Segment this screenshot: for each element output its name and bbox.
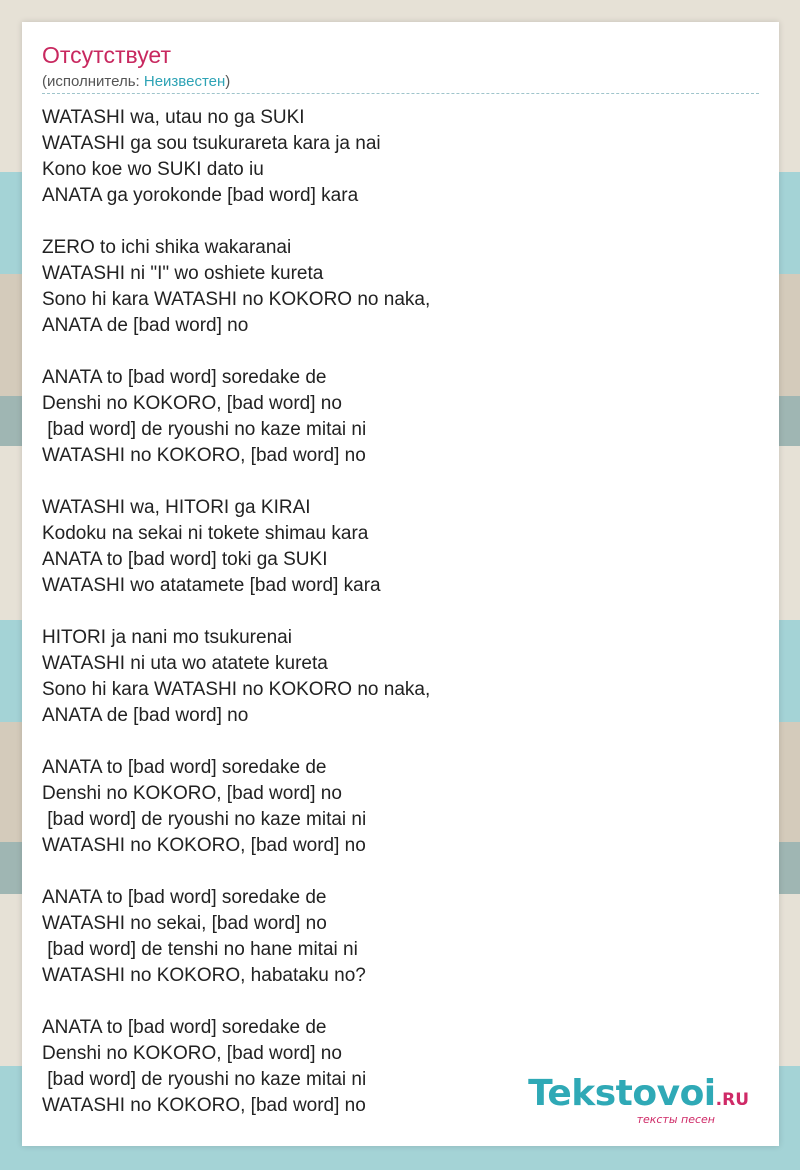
lyrics-blank-line (42, 469, 430, 495)
logo-name: Tekstovoi (528, 1073, 716, 1114)
lyrics-line: [bad word] de tenshi no hane mitai ni (42, 939, 358, 960)
lyrics-line: ANATA to [bad word] soredake de (42, 367, 327, 388)
artist-suffix: ) (225, 73, 231, 90)
lyrics-line: ANATA de [bad word] no (42, 705, 249, 726)
lyrics-blank-line (42, 859, 430, 885)
lyrics-line: HITORI ja nani mo tsukurenai (42, 627, 292, 648)
lyrics-line: WATASHI no KOKORO, [bad word] no (42, 445, 366, 466)
lyrics-line: WATASHI wo atatamete [bad word] kara (42, 575, 381, 596)
lyrics-line: [bad word] de ryoushi no kaze mitai ni (42, 809, 367, 830)
artist-prefix: (исполнитель: (42, 73, 144, 90)
lyrics-line: ANATA de [bad word] no (42, 315, 249, 336)
lyrics-blank-line (42, 989, 430, 1015)
lyrics-line: [bad word] de ryoushi no kaze mitai ni (42, 419, 367, 440)
lyrics-line: Denshi no KOKORO, [bad word] no (42, 783, 342, 804)
lyrics-line: WATASHI no sekai, [bad word] no (42, 913, 327, 934)
lyrics-line: ANATA ga yorokonde [bad word] kara (42, 185, 359, 206)
lyrics-line: Sono hi kara WATASHI no KOKORO no naka, (42, 679, 431, 700)
lyrics-line: ANATA to [bad word] soredake de (42, 887, 327, 908)
logo-tagline: тексты песен (636, 1113, 715, 1126)
lyrics-line: [bad word] de ryoushi no kaze mitai ni (42, 1069, 367, 1090)
lyrics-line: WATASHI ga sou tsukurareta kara ja nai (42, 133, 381, 154)
lyrics-line: WATASHI no KOKORO, [bad word] no (42, 835, 366, 856)
song-title: Отсутствует (42, 42, 171, 68)
lyrics-blank-line (42, 599, 430, 625)
lyrics-line: Denshi no KOKORO, [bad word] no (42, 393, 342, 414)
artist-link[interactable]: Неизвестен (143, 73, 226, 90)
site-logo[interactable] (528, 1075, 749, 1126)
lyrics-line: Denshi no KOKORO, [bad word] no (42, 1043, 342, 1064)
logo-tld: .RU (715, 1090, 749, 1110)
lyrics-blank-line (42, 209, 430, 235)
lyrics-line: WATASHI wa, HITORI ga KIRAI (42, 497, 311, 518)
dashed-divider (42, 93, 759, 94)
lyrics-line: WATASHI no KOKORO, habataku no? (42, 965, 366, 986)
lyrics-line: Kono koe wo SUKI dato iu (42, 159, 264, 180)
lyrics-line: WATASHI ni uta wo atatete kureta (42, 653, 328, 674)
lyrics-card (22, 22, 779, 1146)
lyrics-line: ANATA to [bad word] toki ga SUKI (42, 549, 328, 570)
lyrics-line: WATASHI no KOKORO, [bad word] no (42, 1095, 366, 1116)
lyrics-line: Kodoku na sekai ni tokete shimau kara (42, 523, 369, 544)
lyrics-line: WATASHI ni "I" wo oshiete kureta (42, 263, 324, 284)
lyrics-blank-line (42, 729, 430, 755)
lyrics-line: Sono hi kara WATASHI no KOKORO no naka, (42, 289, 431, 310)
lyrics-blank-line (42, 339, 430, 365)
lyrics-body (42, 105, 430, 1119)
lyrics-line: ZERO to ichi shika wakaranai (42, 237, 292, 258)
lyrics-line: WATASHI wa, utau no ga SUKI (42, 107, 305, 128)
artist-line (42, 73, 230, 90)
lyrics-line: ANATA to [bad word] soredake de (42, 757, 327, 778)
lyrics-line: ANATA to [bad word] soredake de (42, 1017, 327, 1038)
